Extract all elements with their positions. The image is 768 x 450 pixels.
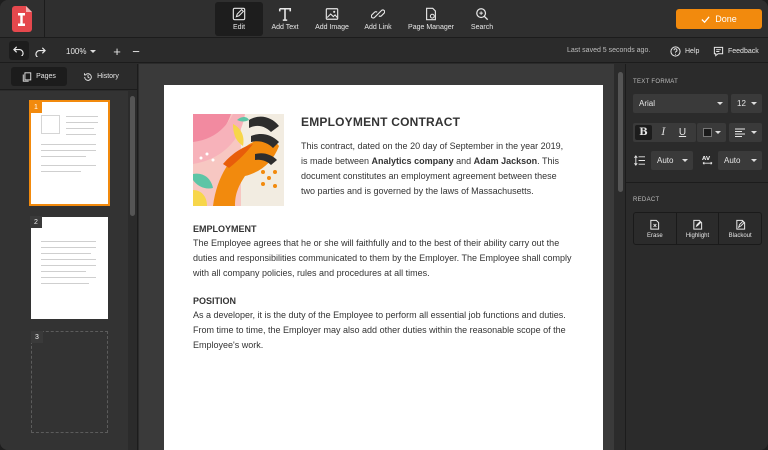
page-manager-button[interactable] (407, 2, 455, 36)
thumb-line (41, 283, 89, 284)
highlight-icon (692, 219, 703, 230)
zoom-in-button[interactable] (111, 42, 123, 60)
page-thumbnails (0, 91, 128, 450)
canvas-scrollbar[interactable] (618, 72, 623, 192)
link-icon (371, 7, 385, 21)
page-number: 1 (30, 101, 42, 113)
page-number: 2 (30, 216, 42, 228)
thumb-line (66, 128, 94, 129)
thumb-line (41, 271, 86, 272)
blackout-icon (735, 219, 746, 230)
tab-history[interactable] (73, 67, 129, 86)
toolbar-divider (44, 0, 45, 38)
thumbnail-scrollbar[interactable] (130, 96, 135, 216)
line-height-value: Auto (657, 156, 674, 165)
chevron-down-icon (682, 159, 688, 162)
thumb-line (41, 241, 96, 242)
add-link-button[interactable] (354, 2, 402, 36)
done-label: Done (715, 14, 737, 24)
thumb-line (41, 259, 96, 260)
help-label: Help (685, 47, 700, 55)
page-thumbnail[interactable] (31, 331, 108, 433)
thumb-line (66, 116, 98, 117)
underline-label: U (678, 127, 687, 138)
image-icon (325, 7, 339, 21)
edit-tool-button[interactable] (215, 2, 263, 36)
chevron-down-icon (751, 159, 757, 162)
add-text-label: Add Text (271, 24, 299, 31)
blackout-label: Blackout (728, 232, 752, 239)
add-image-label: Add Image (315, 24, 349, 31)
section-body[interactable]: The Employee agrees that he or she will faithfully and to the best of their ability carry out the duties and responsibilities communicated to them by the Employer. The Employee shall comply with all company policies, rules and procedures at all times. (193, 238, 572, 278)
search-icon (475, 7, 489, 21)
page-thumbnail[interactable] (31, 102, 108, 204)
intro-text: This contract, dated on the 20 day of September in the year 2019, is made between (301, 141, 564, 166)
font-family-value: Arial (639, 99, 656, 108)
section-heading[interactable]: EMPLOYMENT (193, 224, 257, 234)
thumb-line (41, 144, 96, 145)
letter-spacing-icon (702, 154, 713, 166)
thumb-line (41, 253, 91, 254)
tab-pages-label: Pages (36, 73, 56, 80)
feedback-icon (713, 46, 724, 57)
feedback-button[interactable] (713, 42, 759, 60)
chevron-down-icon (715, 131, 721, 134)
letter-spacing-select[interactable] (718, 151, 762, 170)
tab-history-label: History (97, 73, 119, 80)
thumb-line (41, 150, 96, 151)
text-color-select[interactable] (697, 123, 726, 142)
thumb-line (41, 247, 96, 248)
add-text-button[interactable] (261, 2, 309, 36)
letter-spacing-value: Auto (724, 156, 741, 165)
edit-tool-label: Edit (232, 24, 246, 31)
intro-paragraph[interactable] (301, 139, 566, 199)
text-format-heading: TEXT FORMAT (633, 79, 679, 85)
checkmark-icon (701, 15, 710, 24)
app-logo-icon[interactable] (10, 6, 34, 32)
section-heading[interactable]: POSITION (193, 296, 237, 306)
erase-button[interactable] (634, 213, 677, 244)
zoom-select[interactable] (66, 42, 96, 60)
company-name: Analytics company (371, 156, 454, 166)
tab-pages[interactable] (11, 67, 67, 86)
search-label: Search (470, 24, 494, 31)
highlight-label: Highlight (685, 232, 710, 239)
intro-text: and (453, 156, 474, 166)
thumb-line (41, 156, 86, 157)
section-body[interactable]: As a developer, it is the duty of the Employee to perform all essential job functions and duties. From time to time, the Employer may also add other duties within the reasonable scope of the Employee's work. (193, 310, 566, 350)
page-manager-label: Page Manager (408, 24, 454, 31)
add-link-label: Add Link (364, 24, 392, 31)
top-toolbar (0, 0, 768, 38)
line-height-select[interactable] (651, 151, 693, 170)
erase-label: Erase (646, 232, 663, 239)
thumb-line (41, 277, 96, 278)
help-button[interactable] (670, 42, 699, 60)
text-color-swatch (703, 128, 712, 137)
zoom-value: 100% (66, 46, 87, 56)
italic-button[interactable] (654, 123, 673, 142)
underline-button[interactable] (673, 123, 692, 142)
done-button[interactable] (676, 9, 762, 29)
undo-button[interactable] (9, 41, 29, 60)
redact-heading: REDACT (633, 197, 660, 203)
left-panel (0, 64, 138, 450)
thumb-line (41, 165, 96, 166)
page-number: 3 (31, 331, 43, 343)
erase-icon (649, 219, 660, 230)
bold-button[interactable] (635, 125, 652, 140)
highlight-button[interactable] (677, 213, 720, 244)
contract-illustration (193, 114, 284, 206)
save-status: Last saved 5 seconds ago. (567, 47, 651, 54)
font-size-value: 12 (737, 99, 746, 108)
thumb-line (66, 122, 98, 123)
page-thumbnail[interactable] (31, 217, 108, 319)
section-divider (626, 182, 768, 183)
zoom-out-button[interactable] (130, 42, 142, 60)
employee-name: Adam Jackson (473, 156, 538, 166)
edit-icon (232, 7, 246, 21)
pages-icon (22, 72, 32, 82)
help-icon (670, 46, 681, 57)
svg-text:AV: AV (702, 156, 711, 162)
thumb-line (41, 171, 81, 172)
feedback-label: Feedback (728, 47, 759, 55)
text-icon (278, 7, 292, 21)
font-family-select[interactable] (633, 94, 728, 113)
search-button[interactable] (458, 2, 506, 36)
italic-label: I (661, 127, 666, 138)
redact-tools (633, 212, 762, 245)
right-panel (625, 64, 768, 450)
blackout-button[interactable] (719, 213, 761, 244)
thumb-image-placeholder (41, 115, 60, 134)
document-page[interactable] (164, 85, 603, 450)
document-canvas (139, 64, 614, 450)
thumb-line (41, 265, 96, 266)
line-height-icon (634, 155, 645, 166)
intro-text: . This document constitutes an employment agreement between these two parties and is governed by the laws of Massachusetts. (301, 156, 559, 196)
chevron-down-icon (717, 102, 723, 105)
chevron-down-icon (90, 50, 96, 53)
left-panel-tabs (0, 64, 138, 90)
align-left-icon (735, 128, 745, 137)
chevron-down-icon (751, 131, 757, 134)
add-image-button[interactable] (308, 2, 356, 36)
redo-icon (35, 46, 46, 57)
canvas-scrollbar-track (614, 64, 625, 450)
page-manager-icon (424, 7, 438, 21)
font-size-select[interactable] (731, 94, 762, 113)
zoom-in-label: + (113, 43, 121, 59)
zoom-out-label: − (132, 43, 140, 59)
chevron-down-icon (751, 102, 757, 105)
redo-button[interactable] (33, 42, 47, 60)
document-title[interactable]: EMPLOYMENT CONTRACT (301, 115, 461, 129)
history-icon (83, 72, 93, 82)
secondary-toolbar (0, 39, 768, 63)
alignment-select[interactable] (729, 123, 762, 142)
bold-label: B (639, 127, 648, 138)
thumb-line (66, 134, 96, 135)
undo-icon (13, 45, 24, 56)
